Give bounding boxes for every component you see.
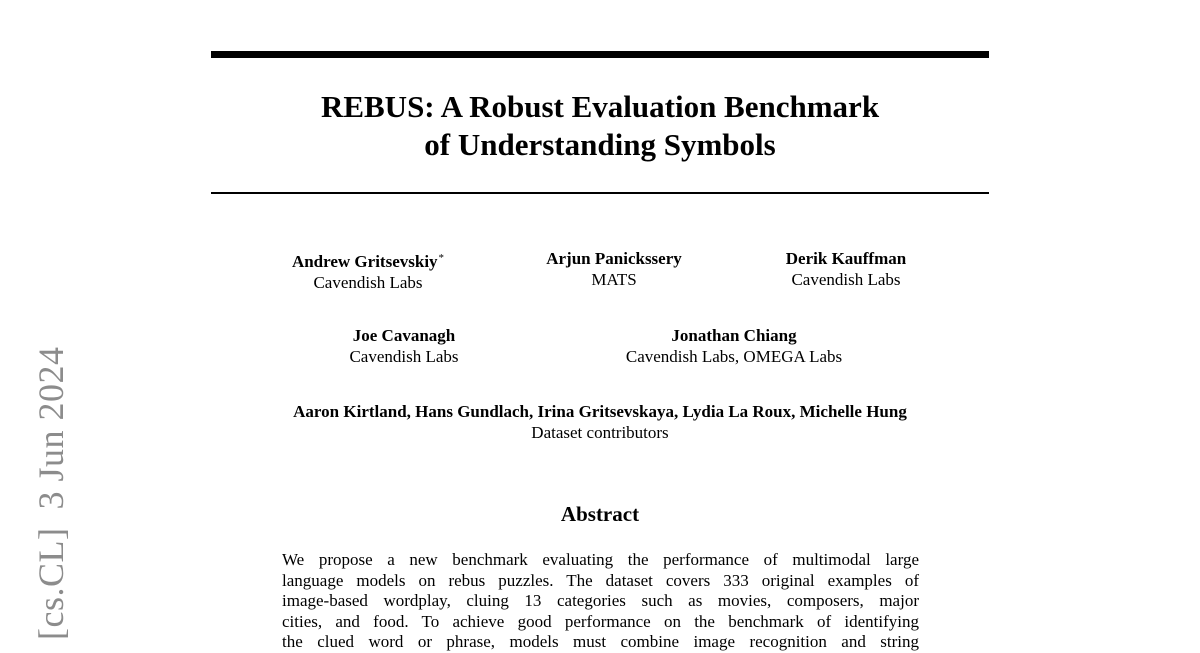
title-bottom-rule (211, 192, 989, 194)
title-line-2: of Understanding Symbols (424, 127, 776, 162)
author-block (514, 248, 714, 290)
author-name: Jonathan Chiang (671, 326, 797, 345)
abstract-line: image-based wordplay, cluing 13 categories such as movies, composers, major (282, 591, 919, 610)
contributors-names: Aaron Kirtland, Hans Gundlach, Irina Gritsevskaya, Lydia La Roux, Michelle Hung (293, 402, 907, 421)
title-line-1: REBUS: A Robust Evaluation Benchmark (320, 89, 880, 124)
author-affiliation: Cavendish Labs (313, 273, 423, 292)
arxiv-identifier (30, 347, 72, 640)
author-block (304, 325, 504, 367)
contributors-role: Dataset contributors (531, 423, 669, 442)
abstract-line: language models on rebus puzzles. The dataset covers 333 original examples of (282, 570, 919, 590)
contributors-block (211, 401, 989, 443)
author-block (584, 325, 884, 367)
author-affiliation: MATS (591, 270, 637, 289)
abstract-line: cities, and food. To achieve good performance on the benchmark of identifying (282, 611, 919, 631)
abstract-line: We propose a new benchmark evaluating the performance of multimodal large (282, 550, 919, 569)
arxiv-date: 3 Jun 2024 (31, 346, 71, 510)
author-block (746, 248, 946, 290)
author-name: Joe Cavanagh (352, 326, 456, 345)
abstract-heading: Abstract (560, 502, 640, 526)
author-affiliation: Cavendish Labs, OMEGA Labs (625, 347, 843, 366)
title-top-rule (211, 51, 989, 58)
author-name: Derik Kauffman (785, 249, 907, 268)
arxiv-category: [cs.CL] (31, 527, 71, 640)
abstract-line: the clued word or phrase, models must combine image recognition and string (282, 632, 919, 651)
author-name: Arjun Panickssery (546, 249, 682, 268)
paper-title (211, 88, 989, 164)
author-affiliation: Cavendish Labs (349, 347, 459, 366)
author-affiliation: Cavendish Labs (791, 270, 901, 289)
author-name: Andrew Gritsevskiy* (291, 252, 445, 271)
author-block (268, 248, 468, 293)
equal-contribution-mark: * (438, 252, 445, 264)
abstract-body (282, 550, 919, 653)
